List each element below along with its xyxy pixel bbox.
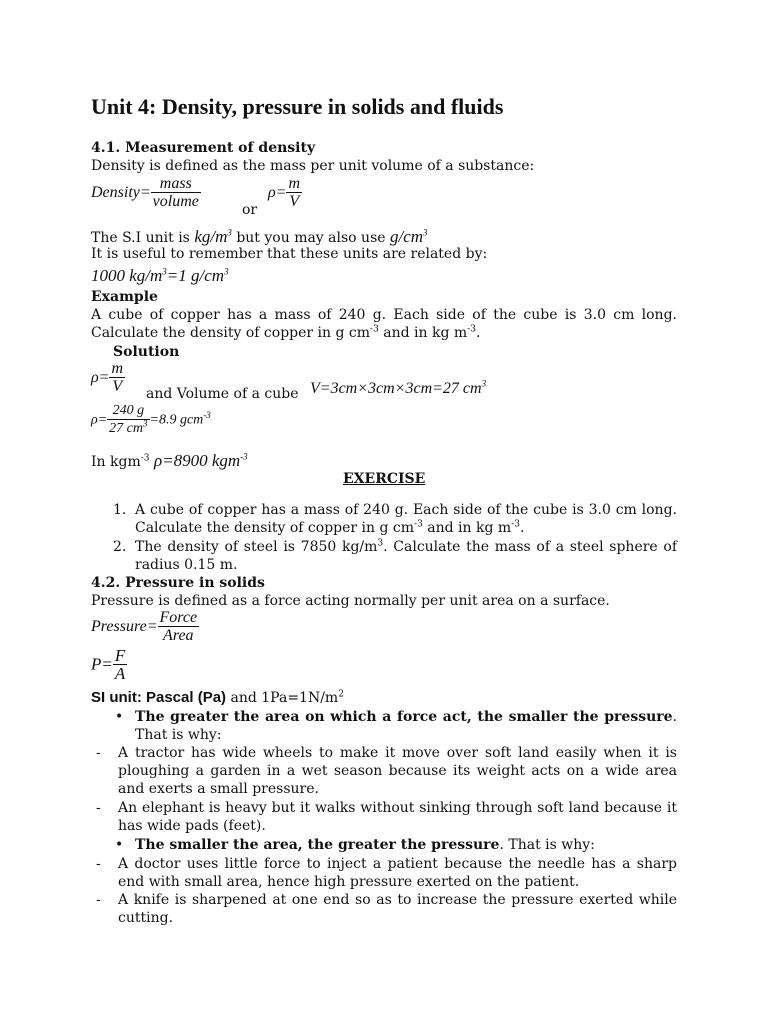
page-title: Unit 4: Density, pressure in solids and fluids [91, 94, 504, 119]
bullet-marker-1: • [115, 709, 124, 725]
bullet-marker-2: • [115, 837, 124, 853]
pressure-formula: Pressure= $\frac{\text{Force}}{\text{Area}}$ [91, 609, 198, 644]
unit-relation: 1000 $kg/m^3=1$ $g/cm^3$ [91, 266, 229, 285]
density-label: Density= [91, 184, 151, 202]
pressure-definition: Pressure is defined as a force acting normally per unit area on a surface. [91, 593, 610, 609]
volume-equation: V=3cm×3cm×3cm=27 $cm^3$ [310, 378, 487, 397]
solution-heading: Solution [113, 344, 180, 360]
exercise-number-2: 2. [113, 539, 127, 555]
density-calculation: ρ= $\frac{240 g}{27 cm^3}$ =8.9 gcm$^{-3}$ [91, 403, 211, 436]
exercise-number-1: 1. [113, 502, 127, 518]
example-heading: Example [91, 289, 158, 305]
section-heading-density: 4.1. Measurement of density [91, 140, 316, 156]
si-unit-pascal: SI unit: Pascal (Pa) and $1Pa=1N/m^2$ [91, 689, 344, 706]
unit-g-cm3: $g/cm^3$ [390, 227, 428, 246]
exercise-item-2: The density of steel is 7850 $kg/m^3$. Calculate the mass of a steel sphere of radius 0.15 m. [135, 538, 678, 573]
si-unit-line: The S.I unit is $kg/m^3$ but you may also use $g/cm^3$ [91, 227, 428, 246]
dash-marker-3: - [96, 856, 101, 872]
dash-marker-2: - [96, 800, 101, 816]
needle-example: A doctor uses little force to inject a patient because the needle has a sharp end with small area, hence high pressure exerted on the patient. [118, 856, 677, 890]
exercise-heading: EXERCISE [343, 471, 426, 487]
mass-over-volume: $\frac{\text{mass}}{\text{volume}}$ [152, 175, 199, 210]
density-definition: Density is defined as the mass per unit volume of a substance: [91, 158, 535, 174]
rho-formula: ρ= $\frac{m}{V}$ [268, 175, 301, 210]
rho-8900: ρ=8900 kgm$^{-3}$ [153, 451, 248, 470]
or-word: or [242, 202, 258, 218]
remember-line: It is useful to remember that these units are related by: [91, 246, 488, 262]
section-heading-pressure: 4.2. Pressure in solids [91, 575, 265, 591]
solution-rho-formula: ρ= $\frac{m}{V}$ [91, 360, 124, 395]
knife-example: A knife is sharpened at one end so as to increase the pressure exerted while cutting. [118, 892, 677, 926]
p-f-over-a: P= $\frac{F}{A}$ [91, 646, 126, 683]
unit-kg-m3: $kg/m^3$ [194, 227, 232, 246]
in-kgm-line: In kgm$^{-3}$ ρ=8900 kgm$^{-3}$ [91, 451, 248, 470]
bullet-smaller-area: The smaller the area, the greater the pressure. That is why: [135, 837, 595, 853]
dash-marker-4: - [96, 892, 101, 908]
density-formula [91, 176, 201, 211]
bullet-greater-area: The greater the area on which a force act, the smaller the pressure. That is why: [135, 709, 677, 743]
example-text: A cube of copper has a mass of 240 g. Each side of the cube is 3.0 cm long. Calculate the density of copper in g $cm^{-3}$ and in kg $m^{-3}$. [91, 307, 677, 341]
and-volume-text: and Volume of a cube [146, 386, 299, 402]
exercise-item-1: A cube of copper has a mass of 240 g. Each side of the cube is 3.0 cm long. Calculate the density of copper in g $cm^{-3}$ and in kg $m^{-3}$. [135, 502, 677, 536]
elephant-example: An elephant is heavy but it walks without sinking through soft land because it has wide pads (feet). [118, 800, 677, 834]
tractor-example: A tractor has wide wheels to make it move over soft land easily when it is ploughing a garden in a wet season because its weight acts on a wide area and exerts a small pressure. [118, 745, 677, 797]
dash-marker-1: - [96, 745, 101, 761]
